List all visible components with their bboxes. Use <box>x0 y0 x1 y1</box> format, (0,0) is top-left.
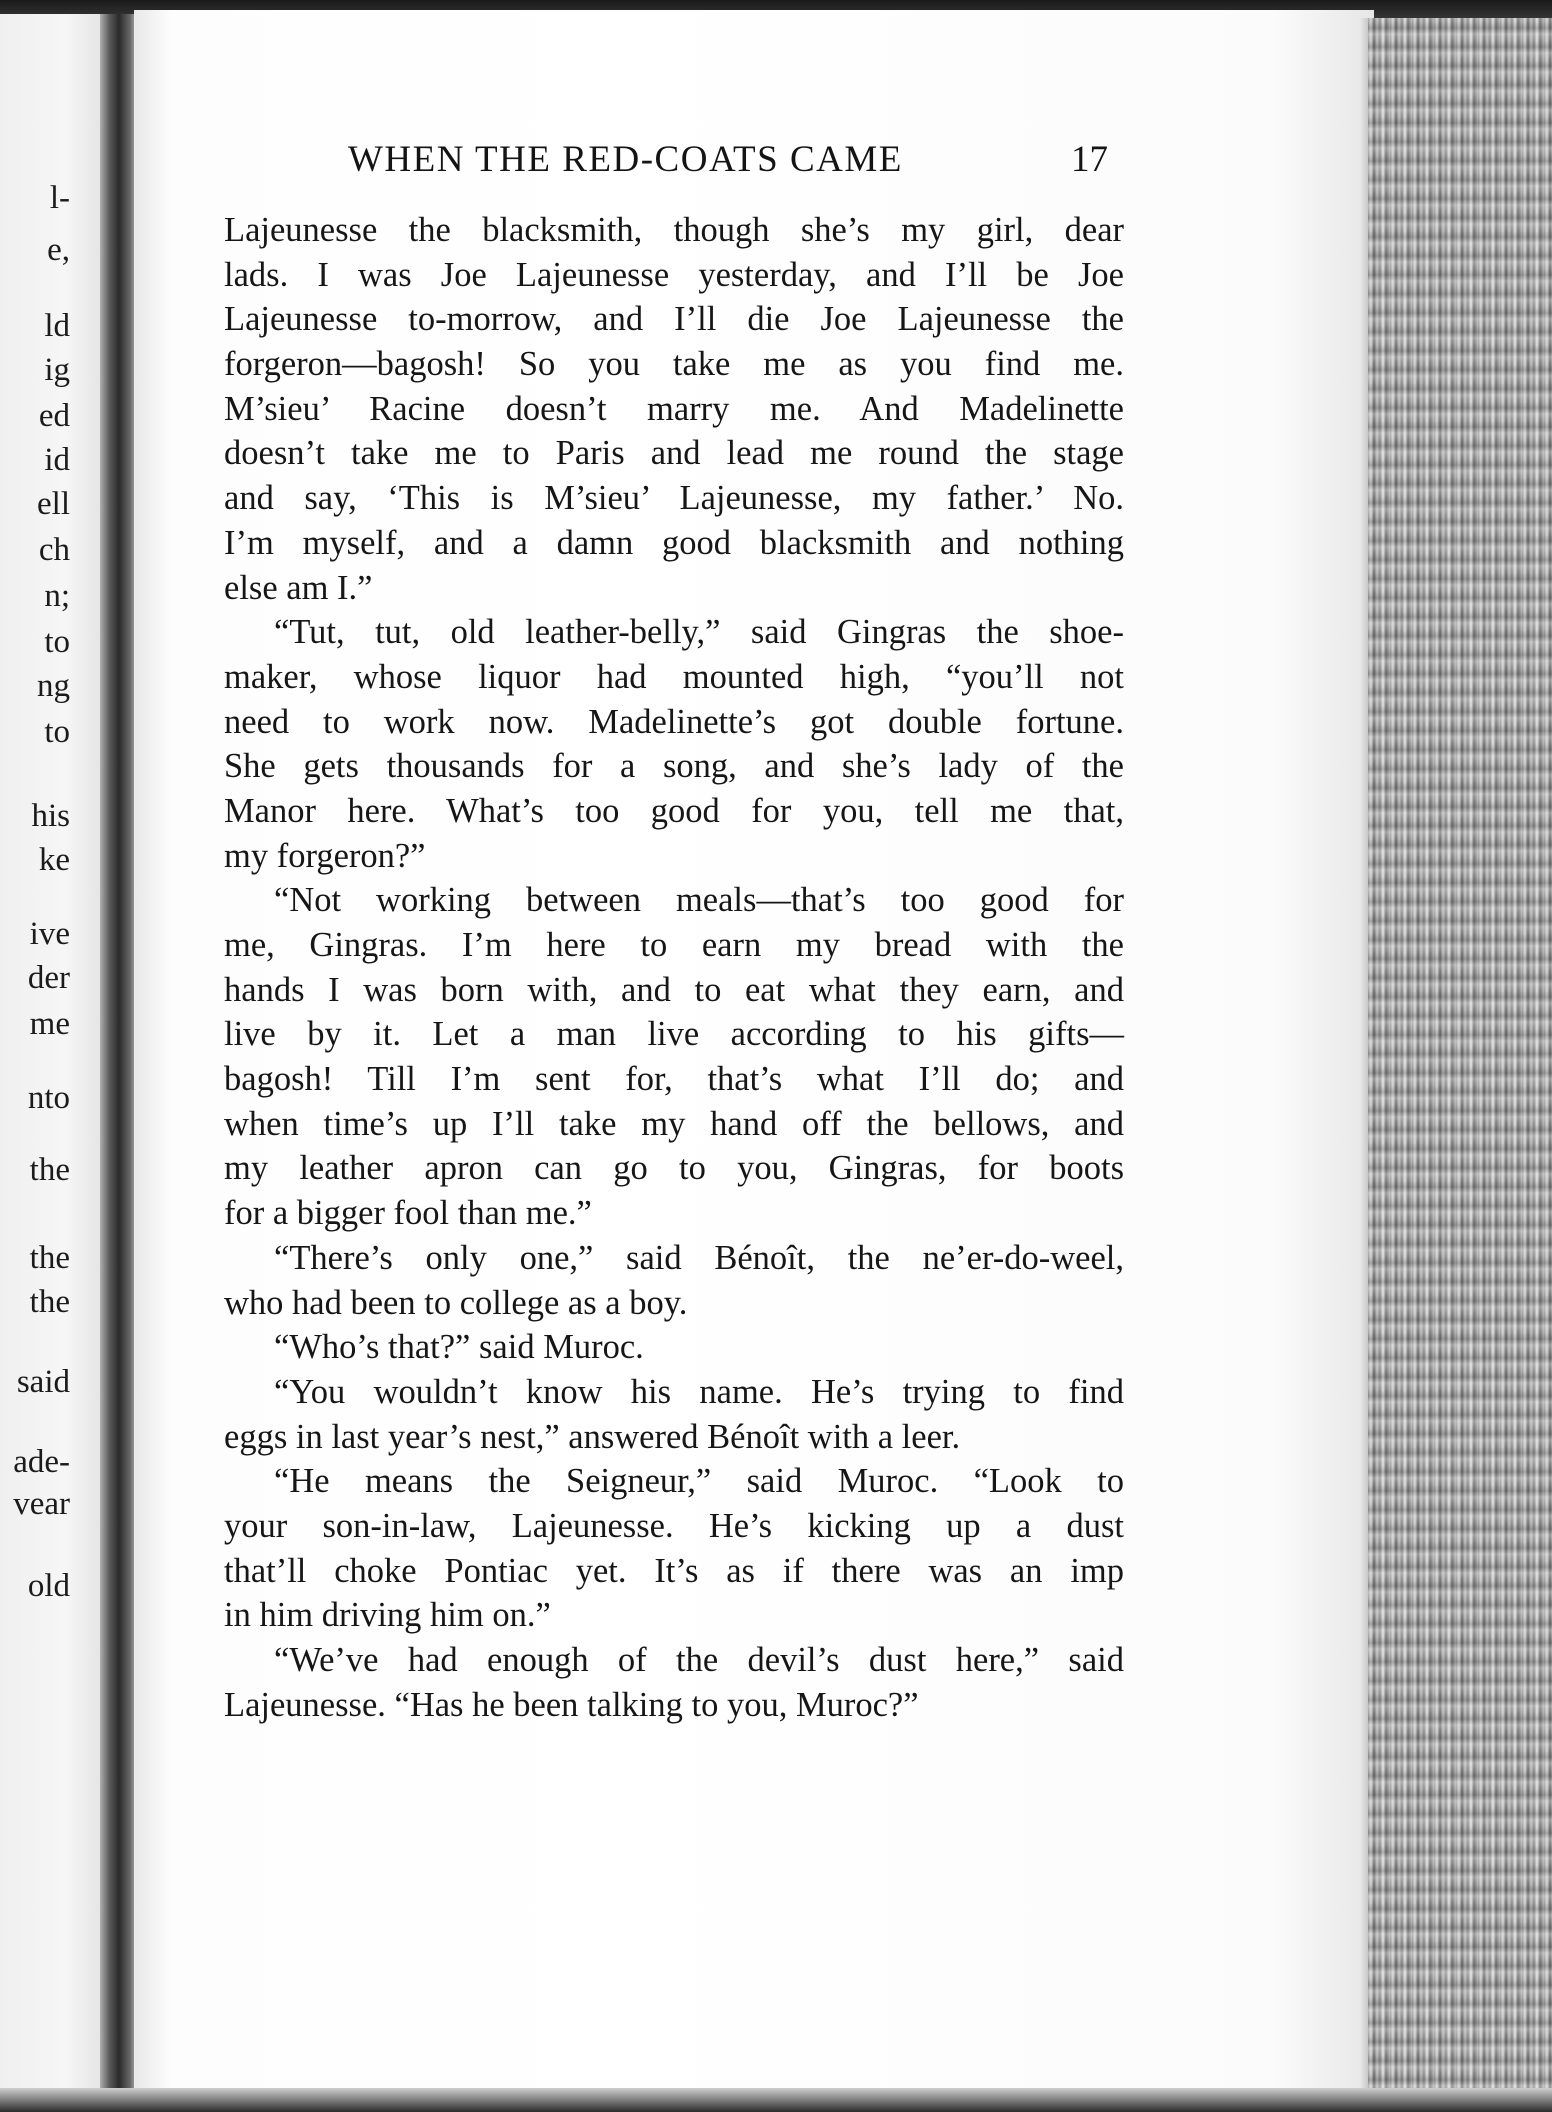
text-line: maker, whose liquor had mounted high, “you’ll not <box>224 657 1124 696</box>
text-line: who had been to college as a boy. <box>224 1283 688 1322</box>
text-line: and say, ‘This is M’sieu’ Lajeunesse, my father.’ No. <box>224 479 1124 518</box>
text-line: Lajeunesse. “Has he been talking to you, Muroc?” <box>224 1685 919 1724</box>
text-line: Manor here. What’s too good for you, tell me that, <box>224 791 1124 830</box>
text-line: need to work now. Madelinette’s got double fortune. <box>224 702 1124 741</box>
text-line: I’m myself, and a damn good blacksmith and nothing <box>224 523 1124 562</box>
book-gutter <box>100 14 138 2112</box>
text-line: live by it. Let a man live according to his gifts— <box>224 1015 1124 1054</box>
facing-page-fragment: ig <box>44 352 70 388</box>
text-line: “We’ve had enough of the devil’s dust here,” said <box>274 1641 1124 1679</box>
facing-page-fragment: the <box>29 1284 70 1320</box>
facing-page-fragment: ed <box>38 398 70 434</box>
text-line: hands I was born with, and to eat what they earn, and <box>224 970 1124 1009</box>
text-line: eggs in last year’s nest,” answered Bénoît with a leer. <box>224 1417 961 1456</box>
facing-page-fragment: der <box>27 960 70 996</box>
page-number: 17 <box>1071 139 1108 180</box>
text-line: bagosh! Till I’m sent for, that’s what I’ll do; and <box>224 1060 1124 1099</box>
text-line: for a bigger fool than me.” <box>224 1194 592 1233</box>
facing-page-fragment: l- <box>49 180 70 216</box>
facing-page-fragment: the <box>29 1152 70 1188</box>
running-header <box>348 138 1118 184</box>
text-line: “There’s only one,” said Bénoît, the ne’er-do-weel, <box>274 1238 1124 1277</box>
text-line: forgeron—bagosh! So you take me as you find me. <box>224 345 1124 384</box>
facing-page-fragment: ke <box>38 842 70 878</box>
text-line: Lajeunesse to-morrow, and I’ll die Joe Lajeunesse the <box>224 300 1124 339</box>
facing-page-fragment: ell <box>37 486 70 522</box>
text-line: me, Gingras. I’m here to earn my bread with the <box>224 926 1124 964</box>
facing-page-fragment: nto <box>27 1080 70 1116</box>
facing-page-fragment: the <box>29 1240 70 1276</box>
text-line: “He means the Seigneur,” said Muroc. “Look to <box>274 1462 1124 1501</box>
facing-page-fragment: his <box>31 798 70 834</box>
page-body <box>224 208 1124 1727</box>
running-title: WHEN THE RED-COATS CAME <box>348 139 903 180</box>
facing-page <box>0 14 108 2112</box>
facing-page-fragment: id <box>44 442 70 478</box>
text-line: that’ll choke Pontiac yet. It’s as if there was an imp <box>224 1551 1124 1590</box>
facing-page-fragment: ng <box>37 668 70 704</box>
facing-page-fragment: vear <box>13 1486 70 1522</box>
text-line: M’sieu’ Racine doesn’t marry me. And Madelinette <box>224 389 1124 428</box>
facing-page-fragment: ive <box>29 916 70 952</box>
facing-page-fragment: ch <box>38 532 70 568</box>
facing-page-fragment: ade- <box>13 1444 70 1480</box>
text-line: when time’s up I’ll take my hand off the bellows, and <box>224 1104 1124 1143</box>
text-line: in him driving him on.” <box>224 1596 551 1635</box>
facing-page-fragment: me <box>29 1006 70 1042</box>
text-line: “Not working between meals—that’s too good for <box>274 881 1124 920</box>
text-line: my forgeron?” <box>224 836 426 875</box>
facing-page-fragment: old <box>27 1568 70 1604</box>
text-line: “Who’s that?” said Muroc. <box>274 1328 644 1367</box>
facing-page-fragment: said <box>16 1364 70 1400</box>
facing-page-fragment: n; <box>44 578 70 614</box>
text-line: your son-in-law, Lajeunesse. He’s kicking up a dust <box>224 1506 1124 1545</box>
text-line: “Tut, tut, old leather-belly,” said Gingras the shoe- <box>274 613 1124 652</box>
facing-page-fragment: ld <box>44 308 70 344</box>
facing-page-fragment: e, <box>47 232 70 268</box>
text-line: lads. I was Joe Lajeunesse yesterday, and I’ll be Joe <box>224 255 1124 294</box>
text-line: doesn’t take me to Paris and lead me round the stage <box>224 434 1124 473</box>
text-line: Lajeunesse the blacksmith, though she’s my girl, dear <box>224 211 1124 249</box>
text-line: She gets thousands for a song, and she’s lady of the <box>224 747 1124 786</box>
book-fore-edge <box>1368 18 1552 2112</box>
text-line: “You wouldn’t know his name. He’s trying to find <box>274 1372 1124 1411</box>
text-line: my leather apron can go to you, Gingras, for boots <box>224 1149 1124 1188</box>
scan-bottom-edge <box>0 2088 1552 2112</box>
text-line: else am I.” <box>224 568 373 607</box>
facing-page-fragment: to <box>44 624 70 660</box>
facing-page-fragment: to <box>44 714 70 750</box>
